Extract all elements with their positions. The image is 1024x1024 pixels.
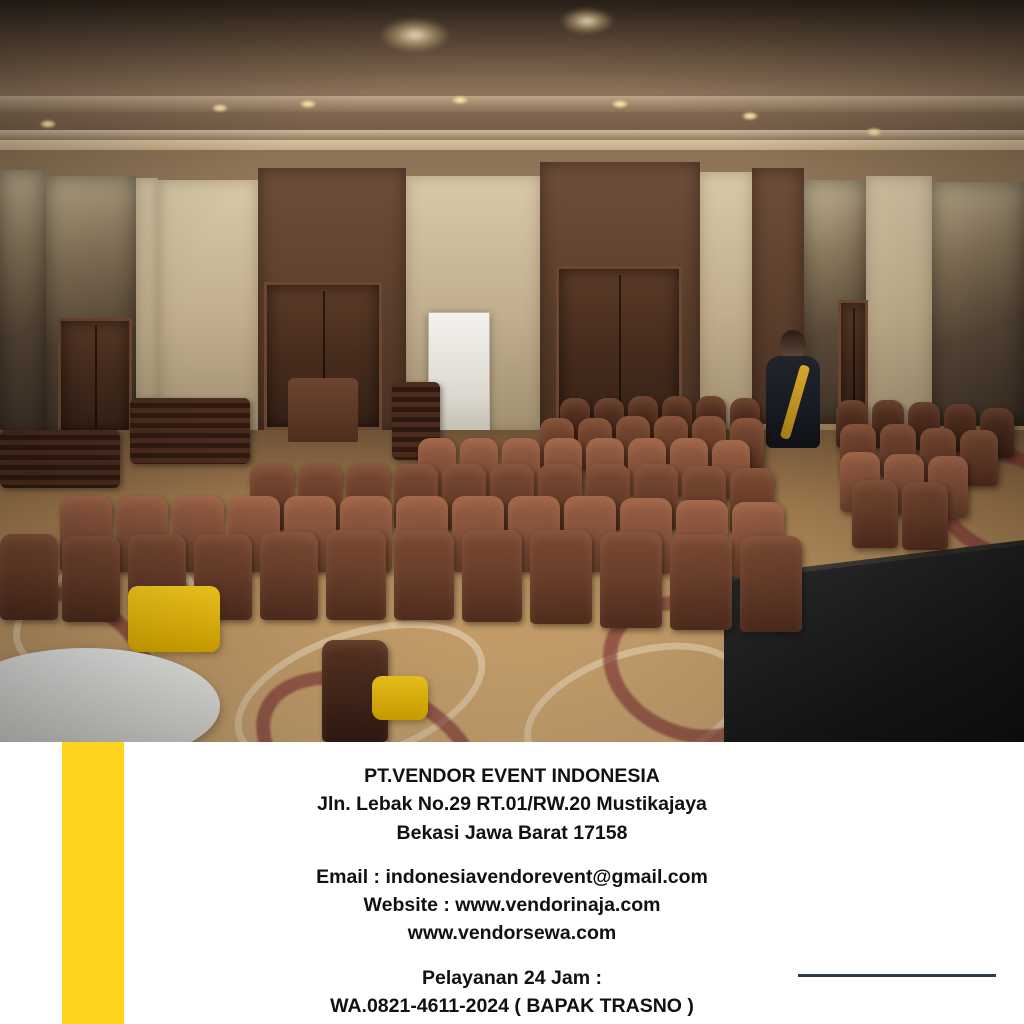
yellow-stool xyxy=(372,676,428,720)
chair xyxy=(670,534,732,630)
address-line-2: Bekasi Jawa Barat 17158 xyxy=(396,821,628,844)
wall-panel xyxy=(866,176,932,424)
whatsapp-line: WA.0821-4611-2024 ( BAPAK TRASNO ) xyxy=(330,994,694,1017)
chair xyxy=(394,530,454,620)
address-line-1: Jln. Lebak No.29 RT.01/RW.20 Mustikajaya xyxy=(317,793,707,816)
stacked-chairs xyxy=(130,398,250,464)
chair xyxy=(600,532,662,628)
service-label: Pelayanan 24 Jam : xyxy=(422,966,602,989)
ceiling-light-glow xyxy=(560,8,614,34)
yellow-stool xyxy=(128,586,220,652)
downlight-icon xyxy=(742,112,758,120)
email-line: Email : indonesiavendorevent@gmail.com xyxy=(316,865,708,888)
wall-panel xyxy=(158,180,258,432)
downlight-icon xyxy=(452,96,468,104)
chair xyxy=(0,534,58,620)
ceiling-band xyxy=(0,96,1024,112)
website-line-1: Website : www.vendorinaja.com xyxy=(363,894,661,917)
chair xyxy=(852,480,898,548)
company-name: PT.VENDOR EVENT INDONESIA xyxy=(364,765,660,787)
downlight-icon xyxy=(866,128,882,136)
wall-mirror-right xyxy=(932,182,1024,426)
downlight-icon xyxy=(300,100,316,108)
chair xyxy=(902,482,948,550)
chair xyxy=(260,532,318,620)
chair xyxy=(530,530,592,624)
covered-table xyxy=(288,378,358,442)
chair xyxy=(62,536,120,622)
downlight-icon xyxy=(212,104,228,112)
chair xyxy=(326,530,386,620)
chair xyxy=(740,536,802,632)
contact-block xyxy=(0,742,1024,1024)
downlight-icon xyxy=(612,100,628,108)
stacked-chairs xyxy=(0,430,120,488)
ceiling-light-glow xyxy=(380,18,450,52)
chair xyxy=(462,530,522,622)
ballroom-door-far-left xyxy=(58,318,132,436)
wall-panel xyxy=(700,172,752,428)
website-line-2: www.vendorsewa.com xyxy=(407,922,617,945)
downlight-icon xyxy=(40,120,56,128)
wall-mirror-left xyxy=(0,170,46,438)
